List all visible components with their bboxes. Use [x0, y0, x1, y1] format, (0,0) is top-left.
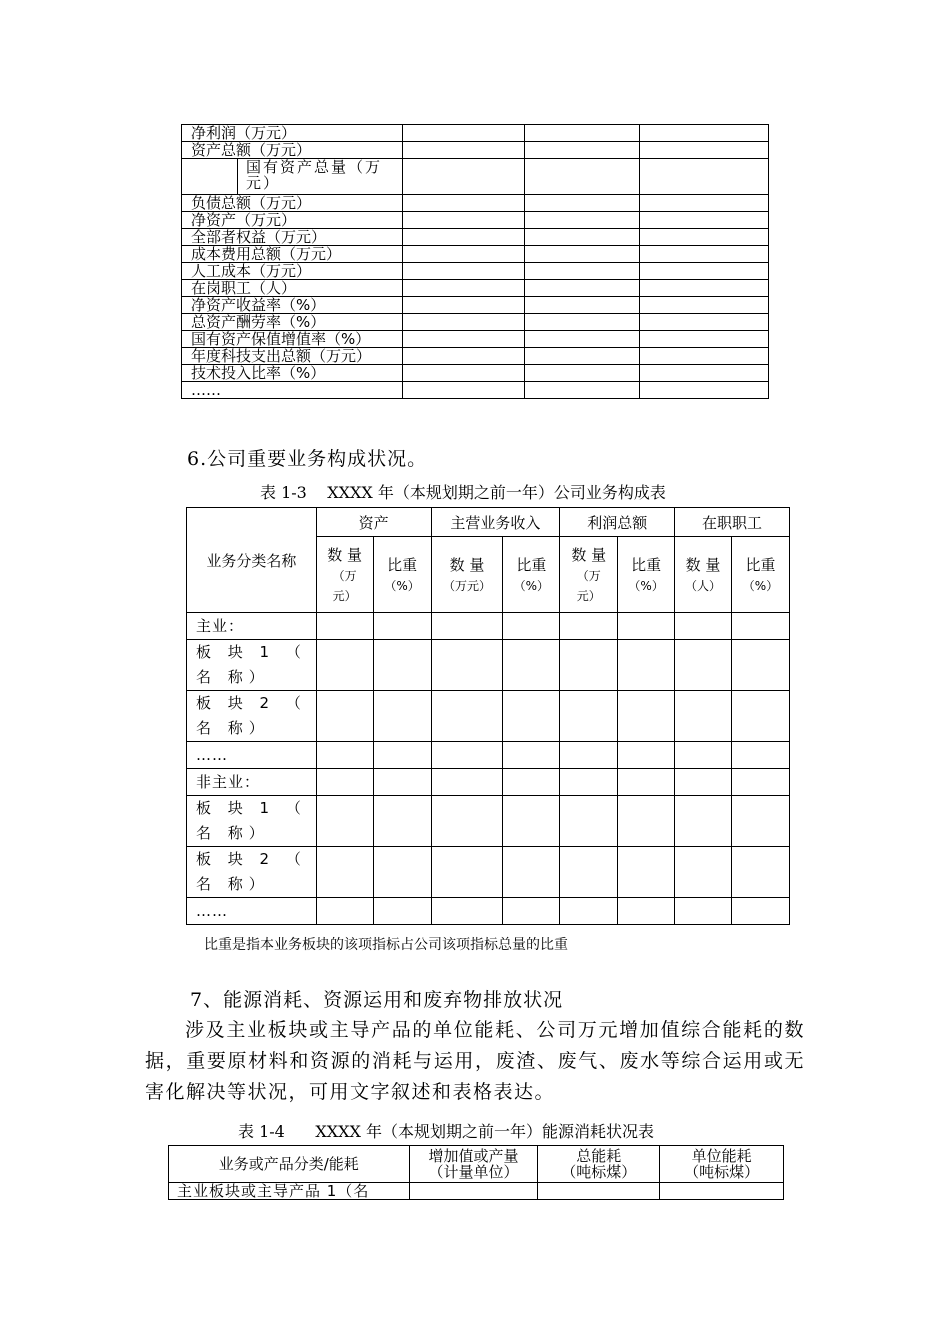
row-label: 负债总额（万元）	[182, 195, 403, 212]
ratio-label: 比重	[631, 555, 662, 574]
row-label: 年度科技支出总额（万元）	[182, 348, 403, 365]
table-row	[182, 280, 769, 297]
row-label: ……	[182, 382, 403, 399]
group-header-staff: 在职职工	[675, 508, 790, 537]
qty-label: 数 量	[327, 545, 363, 564]
table-row: 板 块 2 （ 名 称）	[187, 847, 790, 898]
qty-label: 数 量	[449, 555, 485, 574]
unit-label: （吨标煤）	[684, 1163, 760, 1181]
unit-energy-header: 单位能耗	[691, 1147, 752, 1165]
row-label: 净资产收益率（%）	[182, 297, 403, 314]
unit-label: （%）	[513, 578, 550, 593]
table-row	[182, 314, 769, 331]
category-header: 业务或产品分类/能耗	[169, 1146, 410, 1183]
group-header-assets: 资产	[316, 508, 431, 537]
table-row	[182, 125, 769, 142]
row-label: 技术投入比率（%）	[182, 365, 403, 382]
group-header-profit: 利润总额	[560, 508, 675, 537]
row-label: 净利润（万元）	[182, 125, 403, 142]
unit-label: （吨标煤）	[561, 1163, 637, 1181]
table-row: ……	[187, 742, 790, 769]
table-row	[182, 382, 769, 399]
table-row	[182, 297, 769, 314]
value-header: 增加值或产量	[428, 1147, 519, 1165]
table-row	[182, 263, 769, 280]
qty-label: 数 量	[685, 555, 721, 574]
table-1-3-caption: 表 1-3 XXXX 年（本规划期之前一年）公司业务构成表	[260, 483, 666, 502]
unit-label: （人）	[685, 578, 722, 593]
row-label: 全部者权益（万元）	[182, 229, 403, 246]
group-header-revenue: 主营业务收入	[431, 508, 560, 537]
table-row: 非主业：	[187, 769, 790, 796]
unit-label: （%）	[628, 578, 664, 593]
row-label: 人工成本（万元）	[182, 263, 403, 280]
unit-label: （%）	[742, 578, 779, 593]
table-row	[182, 365, 769, 382]
row-label: 国有资产总量（万元）	[246, 158, 383, 192]
row-label: 净资产（万元）	[182, 212, 403, 229]
table-row	[182, 331, 769, 348]
table-row	[182, 159, 769, 195]
table-row: 板 块 1 （ 名 称）	[187, 796, 790, 847]
table-row	[169, 1183, 784, 1200]
section-6-heading: 6.公司重要业务构成状况。	[187, 448, 428, 470]
ratio-label: 比重	[516, 555, 547, 574]
row-label: 国有资产保值增值率（%）	[182, 331, 403, 348]
ratio-label: 比重	[745, 555, 776, 574]
table-row	[182, 348, 769, 365]
ratio-label: 比重	[387, 555, 418, 574]
unit-label: 元）	[576, 588, 601, 603]
business-composition-table	[186, 507, 790, 925]
row-label: 总资产酬劳率（%）	[182, 314, 403, 331]
table-note: 比重是指本业务板块的该项指标占公司该项指标总量的比重	[204, 937, 568, 953]
row-label: 主业板块或主导产品 1（名	[169, 1183, 410, 1200]
unit-label: （万	[332, 568, 357, 583]
qty-label: 数 量	[571, 545, 607, 564]
table-row	[182, 142, 769, 159]
table-row	[182, 212, 769, 229]
table-row: 板 块 2 （ 名 称）	[187, 691, 790, 742]
row-label: 成本费用总额（万元）	[182, 246, 403, 263]
unit-label: （%）	[384, 578, 420, 593]
table-row	[182, 229, 769, 246]
section-7-paragraph: 涉及主业板块或主导产品的单位能耗、公司万元增加值综合能耗的数据，重要原材料和资源的消耗与运用，废渣、废气、废水等综合运用或无害化解决等状况，可用文字叙述和表格表达。	[145, 1019, 805, 1103]
financial-indicators-table	[181, 124, 769, 399]
section-7-heading: 7、能源消耗、资源运用和废弃物排放状况	[190, 989, 564, 1011]
category-header: 业务分类名称	[187, 508, 317, 613]
unit-label: （万	[576, 568, 601, 583]
unit-label: （计量单位）	[428, 1163, 519, 1181]
row-label: 资产总额（万元）	[182, 142, 403, 159]
total-energy-header: 总能耗	[576, 1147, 622, 1165]
table-row: 板 块 1 （ 名 称）	[187, 640, 790, 691]
unit-label: 元）	[332, 588, 357, 603]
table-row	[182, 195, 769, 212]
table-1-4-caption: 表 1-4 XXXX 年（本规划期之前一年）能源消耗状况表	[238, 1122, 655, 1141]
table-row: ……	[187, 898, 790, 925]
table-row: 主业：	[187, 613, 790, 640]
unit-label: （万元）	[442, 578, 491, 593]
row-label: 在岗职工（人）	[182, 280, 403, 297]
table-row	[182, 246, 769, 263]
energy-consumption-table	[168, 1145, 784, 1200]
